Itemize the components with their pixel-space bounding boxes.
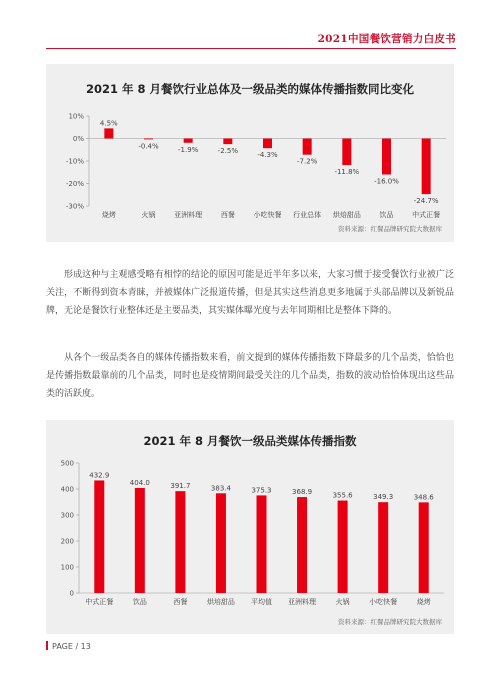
data-label: -7.2% — [297, 157, 318, 166]
bar — [216, 493, 226, 593]
page-number: PAGE / 13 — [52, 642, 91, 651]
bar — [303, 139, 312, 155]
bar — [419, 502, 429, 593]
category-label: 火锅 — [335, 598, 350, 606]
chart-media-index — [46, 420, 454, 634]
data-label: 383.4 — [210, 484, 231, 493]
bar — [184, 139, 193, 143]
chart1-svg — [46, 64, 454, 242]
y-tick-label: -10% — [65, 157, 84, 166]
category-label: 小吃快餐 — [369, 598, 398, 606]
chart2-svg — [46, 420, 454, 634]
header-title: 2021中国餐饮营销力白皮书 — [317, 33, 456, 45]
category-label: 行业总体 — [293, 211, 322, 219]
chart-yoy-change — [46, 64, 454, 242]
data-label: 4.5% — [99, 119, 118, 128]
data-label: 432.9 — [89, 471, 110, 480]
chart1-source: 资料来源：红餐品牌研究院大数据库 — [338, 225, 442, 233]
chart2-source: 资料来源：红餐品牌研究院大数据库 — [338, 618, 442, 626]
category-label: 中式正餐 — [412, 211, 441, 219]
category-label: 火锅 — [141, 211, 156, 219]
category-label: 烘培甜品 — [206, 598, 235, 606]
category-label: 烘焙甜品 — [332, 211, 361, 219]
y-tick-label: -20% — [65, 180, 84, 188]
y-tick-label: 100 — [60, 563, 74, 572]
bar — [104, 128, 113, 138]
bar — [382, 139, 391, 175]
bar — [263, 139, 272, 149]
data-label: 349.3 — [373, 493, 394, 502]
data-label: -4.3% — [257, 151, 278, 160]
y-tick-label: 400 — [60, 485, 74, 494]
y-tick-label: -30% — [65, 202, 84, 211]
data-label: -2.5% — [217, 147, 238, 156]
chart1-title: 2021 年 8 月餐饮行业总体及一级品类的媒体传播指数同比变化 — [85, 82, 415, 96]
category-label: 烧烤 — [101, 211, 116, 219]
y-tick-label: 0 — [69, 589, 74, 598]
data-label: 391.7 — [170, 482, 191, 491]
bar — [94, 480, 104, 593]
bar — [422, 139, 431, 195]
chart2-title: 2021 年 8 月餐饮一级品类媒体传播指数 — [143, 434, 357, 448]
data-label: -16.0% — [374, 177, 399, 186]
category-label: 中式正餐 — [85, 598, 114, 606]
data-label: -0.4% — [138, 142, 159, 151]
data-label: 348.6 — [413, 493, 434, 502]
data-label: 375.3 — [251, 486, 272, 495]
data-label: -1.9% — [178, 145, 199, 154]
bar — [223, 139, 232, 145]
data-label: 404.0 — [129, 478, 150, 487]
bar — [338, 501, 348, 593]
y-tick-label: 0% — [72, 135, 84, 143]
category-label: 烧烤 — [416, 598, 431, 606]
page-header — [0, 0, 500, 44]
data-label: -11.8% — [334, 168, 360, 177]
category-label: 亚洲料理 — [174, 211, 203, 219]
data-label: 355.6 — [332, 491, 353, 500]
bar — [342, 139, 351, 166]
paragraph-1: 形成这种与主观感受略有相悖的结论的原因可能是近半年多以来，大家习惯于接受餐饮行业被广泛关注，不断得到资本青睐，并被媒体广泛报道传播，但是其实这些消息更多地属于头部品牌以及新锐品牌，无论是餐饮行业整体还是主要品类，其实媒体曝光度与去年同期相比是整体下降的。 — [46, 270, 454, 316]
footer-accent-bar — [46, 641, 48, 650]
bar — [175, 491, 185, 593]
bar — [144, 139, 153, 140]
category-label: 饮品 — [132, 598, 147, 606]
data-label: -24.7% — [413, 197, 439, 206]
y-tick-label: 200 — [60, 537, 74, 546]
category-label: 平均值 — [251, 598, 272, 606]
page-footer — [46, 641, 91, 651]
bar — [378, 502, 388, 593]
y-tick-label: 500 — [60, 459, 74, 468]
header-rule — [46, 48, 456, 49]
bar — [257, 495, 267, 593]
category-label: 西餐 — [173, 598, 188, 606]
category-label: 小吃快餐 — [253, 211, 282, 219]
y-tick-label: 10% — [68, 112, 84, 121]
category-label: 饮品 — [379, 211, 394, 219]
paragraph-2: 从各个一级品类各自的媒体传播指数来看，前文提到的媒体传播指数下降最多的几个品类，恰恰也是传播指数最靠前的几个品类，同时也是疫情期间最受关注的几个品类，指数的波动恰恰体现出这些品类的活跃度。 — [46, 353, 454, 399]
category-label: 亚洲料理 — [288, 598, 317, 606]
category-label: 西餐 — [220, 211, 235, 219]
bar — [135, 488, 145, 593]
y-tick-label: 300 — [60, 511, 74, 520]
bar — [297, 497, 307, 593]
data-label: 368.9 — [292, 488, 313, 497]
